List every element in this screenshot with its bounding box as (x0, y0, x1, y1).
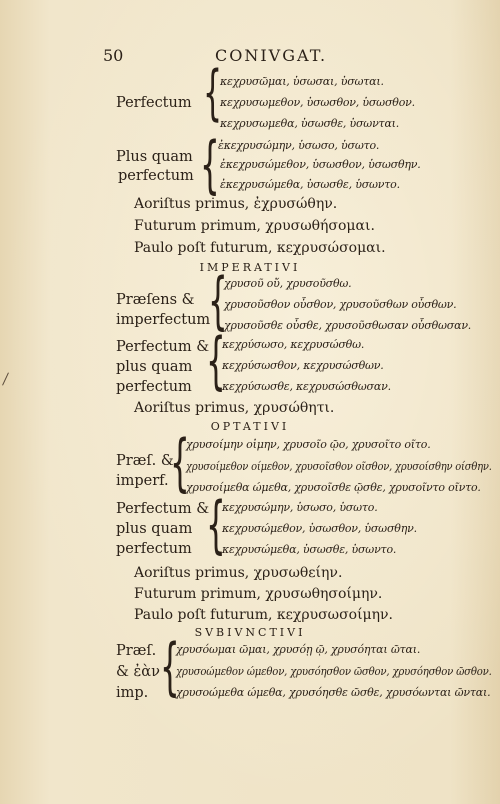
plusquam-label: perfectum (118, 168, 194, 184)
greek-line: κεχρυσωμεθον, ὑσωσθον, ὑσωσθον. (220, 96, 415, 109)
perfectum-label: plus quam (116, 359, 193, 375)
greek-line: κεχρύσωσθε, κεχρυσώσθωσαν. (222, 380, 391, 393)
praesens-label: Præſ. & (116, 453, 174, 469)
brace: { (200, 128, 220, 201)
section-heading: OPTATIVI (210, 420, 290, 433)
brace: { (208, 264, 228, 337)
perfectum-label: Perfectum (116, 95, 192, 111)
perfectum-label: perfectum (116, 379, 192, 395)
running-title: CONIVGAT. (215, 46, 328, 65)
greek-line: κεχρυσώμεθα, ὑσωσθε, ὑσωντο. (222, 543, 397, 556)
page-number: 50 (103, 46, 124, 65)
greek-line: χρυσοίμεθα ώμεθα, χρυσοῖσθε ῷσθε, χρυσοῖντο οῖντο. (186, 481, 481, 494)
running-header (0, 46, 500, 68)
greek-line: ἐκεχρυσώμεθον, ὑσωσθον, ὑσωσθην. (220, 158, 421, 171)
brace: { (203, 58, 223, 128)
plain-line: Aoriſtus primus, χρυσώθητι. (134, 400, 335, 416)
greek-line: κεχρύσωσθον, κεχρυσώσθων. (222, 359, 384, 372)
greek-line: κεχρυσώμην, ὑσωσο, ὑσωτο. (222, 501, 378, 514)
brace: { (206, 488, 226, 561)
perfectum-label: plus quam (116, 521, 193, 537)
section-heading: IMPERATIVI (199, 261, 301, 274)
greek-line: χρυσοίμην οἰμην, χρυσοῖο ῷο, χρυσοῖτο οῖτο. (186, 438, 431, 451)
praesens-label: imperfectum (116, 312, 211, 328)
brace: { (170, 426, 190, 499)
section-heading: SVBIVNCTIVI (194, 626, 306, 639)
brace: { (160, 630, 180, 703)
plain-line: Paulo poſt futurum, κεχρυσώσομαι. (134, 240, 386, 256)
praesens-label: imperf. (116, 473, 169, 489)
plusquam-label: Plus quam (116, 149, 193, 165)
greek-line: χρυσοώμεθα ώμεθα, χρυσόησθε ῶσθε, χρυσόωνται ῶνται. (176, 686, 491, 699)
greek-line: χρυσοῦ οὔ, χρυσοῦσθω. (224, 277, 352, 290)
greek-line: χρυσοίμεθον οίμεθον, χρυσοῖσθον οῖσθον, χρυσοίσθην οίσθην. (186, 460, 492, 473)
plain-line: Futurum primum, χρυσωθήσομαι. (134, 218, 375, 234)
greek-line: χρυσόωμαι ῶμαι, χρυσόῃ ῷ, χρυσόηται ῶται. (176, 643, 421, 656)
greek-line: ἐκεχρυσώμην, ὑσωσο, ὑσωτο. (218, 139, 380, 152)
perfectum-label: perfectum (116, 541, 192, 557)
perfectum-label: Perfectum & (116, 339, 210, 355)
brace: { (206, 324, 226, 397)
greek-line: κεχρύσωσο, κεχρυσώσθω. (222, 338, 365, 351)
greek-line: κεχρυσώμεθον, ὑσωσθον, ὑσωσθην. (222, 522, 417, 535)
perfectum-label: Perfectum & (116, 501, 210, 517)
greek-line: κεχρυσωμεθα, ὑσωσθε, ὑσωνται. (220, 117, 400, 130)
subiunctivi-label: Præſ. (116, 643, 157, 659)
plain-line: Paulo poſt futurum, κεχρυσωσοίμην. (134, 607, 394, 623)
margin-mark (2, 372, 9, 385)
greek-line: χρυσοῦσθον οὖσθον, χρυσοῦσθων οὖσθων. (224, 298, 457, 311)
greek-line: χρυσοώμεθον ώμεθον, χρυσόησθον ῶσθον, χρυσόησθον ῶσθον. (176, 665, 492, 678)
plain-line: Aoriſtus primus, χρυσωθείην. (134, 565, 343, 581)
greek-line: χρυσοῦσθε οὖσθε, χρυσοῦσθωσαν οὖσθωσαν. (224, 319, 472, 332)
subiunctivi-label: & ἐὰν (116, 664, 160, 680)
praesens-label: Præſens & (116, 292, 195, 308)
plain-line: Futurum primum, χρυσωθησοίμην. (134, 586, 383, 602)
greek-line: ἐκεχρυσώμεθα, ὑσωσθε, ὑσωντο. (220, 178, 400, 191)
subiunctivi-label: imp. (116, 685, 149, 701)
plain-line: Aoriſtus primus, ἐχρυσώθην. (134, 196, 338, 212)
greek-line: κεχρυσῶμαι, ὑσωσαι, ὑσωται. (220, 75, 384, 88)
